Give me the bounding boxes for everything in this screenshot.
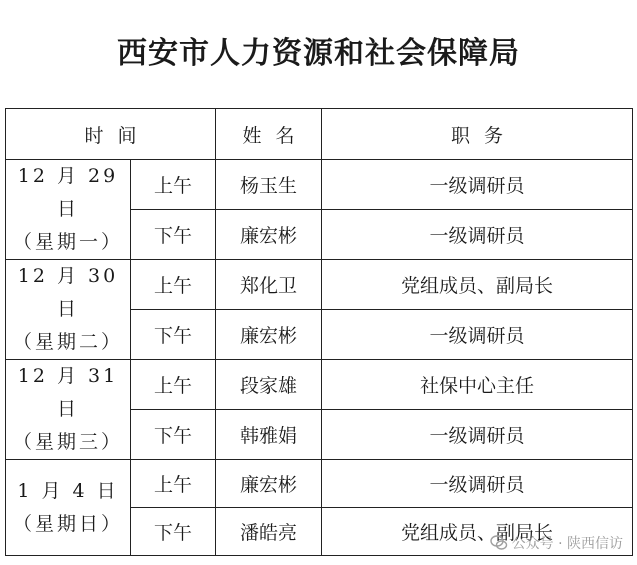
date-text: 12 月 31 日 [17,365,119,420]
period-cell: 上午 [131,460,216,508]
header-time: 时间 [6,109,216,160]
name-cell: 廉宏彬 [216,310,322,360]
date-cell [6,360,131,460]
date-cell [6,260,131,360]
position-cell: 党组成员、副局长 [322,508,633,556]
wechat-icon [490,534,508,552]
name-cell: 杨玉生 [216,160,322,210]
position-cell: 一级调研员 [322,160,633,210]
position-cell: 一级调研员 [322,310,633,360]
date-text: 12 月 30 日 [17,265,119,320]
table-row [6,360,633,410]
duty-schedule-table [5,108,633,556]
position-cell: 一级调研员 [322,410,633,460]
position-cell: 一级调研员 [322,210,633,260]
name-cell: 段家雄 [216,360,322,410]
period-cell: 上午 [131,160,216,210]
name-cell: 韩雅娟 [216,410,322,460]
weekday-text: （星期一） [12,231,123,253]
weekday-text: （星期二） [12,331,123,353]
table-header-row [6,109,633,160]
period-cell: 下午 [131,410,216,460]
table-row [6,460,633,508]
period-cell: 下午 [131,508,216,556]
header-name: 姓名 [216,109,322,160]
position-cell: 社保中心主任 [322,360,633,410]
name-cell: 郑化卫 [216,260,322,310]
page-title: 西安市人力资源和社会保障局 [117,36,520,71]
weekday-text: （星期日） [12,512,123,535]
table-row [6,160,633,210]
period-cell: 上午 [131,360,216,410]
header-position: 职务 [322,109,633,160]
date-text: 12 月 29 日 [17,165,119,220]
table-row [6,260,633,310]
date-cell [6,460,131,556]
weekday-text: （星期三） [12,431,123,453]
period-cell: 上午 [131,260,216,310]
watermark [490,533,623,553]
position-cell: 一级调研员 [322,460,633,508]
date-cell [6,160,131,260]
name-cell: 潘皓亮 [216,508,322,556]
period-cell: 下午 [131,310,216,360]
name-cell: 廉宏彬 [216,460,322,508]
period-cell: 下午 [131,210,216,260]
position-cell: 党组成员、副局长 [322,260,633,310]
name-cell: 廉宏彬 [216,210,322,260]
watermark-text: 公众号 · 陕西信访 [511,536,623,552]
date-text: 1 月 4 日 [17,479,119,502]
